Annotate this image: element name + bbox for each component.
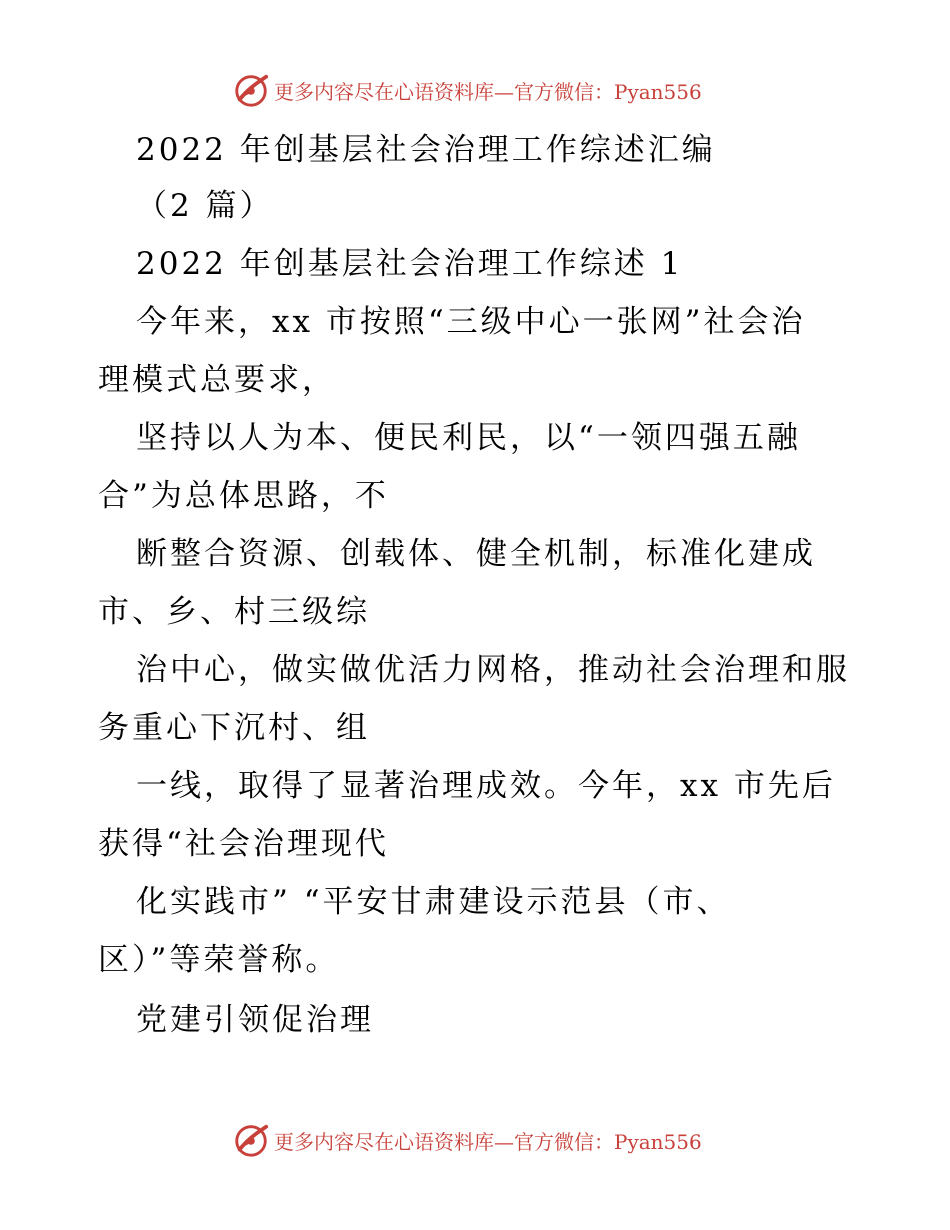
body-line: 化实践市” “平安甘肃建设示范县（市、 xyxy=(136,884,731,920)
banner-left-text: 更多内容尽在心语资料库 xyxy=(274,79,494,104)
footer-watermark xyxy=(232,1120,702,1160)
body-line: 合”为总体思路，不 xyxy=(98,478,389,514)
brand-logo-icon xyxy=(232,1121,270,1159)
banner-left-text: 更多内容尽在心语资料库 xyxy=(274,1129,494,1154)
subsection-heading: 党建引领促治理 xyxy=(136,1002,374,1038)
brand-logo-icon xyxy=(232,71,270,109)
body-line: 治中心，做实做优活力网格，推动社会治理和服 xyxy=(136,652,850,688)
body-line: 理模式总要求， xyxy=(98,362,336,398)
document-title: 2022 年创基层社会治理工作综述汇编 xyxy=(136,132,716,168)
body-line: 获得“社会治理现代 xyxy=(98,826,389,862)
body-line: 断整合资源、创载体、健全机制，标准化建成 xyxy=(136,536,816,572)
body-line: 坚持以人为本、便民利民，以“一领四强五融 xyxy=(136,420,801,456)
banner-separator: — xyxy=(494,79,514,104)
body-line: 一线，取得了显著治理成效。今年，xx 市先后 xyxy=(136,768,836,804)
body-line: 区）”等荣誉称。 xyxy=(98,942,340,978)
banner-separator: — xyxy=(494,1129,514,1154)
body-line: 今年来，xx 市按照“三级中心一张网”社会治 xyxy=(136,304,806,340)
section-heading: 2022 年创基层社会治理工作综述 1 xyxy=(136,246,684,282)
header-watermark xyxy=(232,70,702,110)
banner-right-text: 官方微信：Pyan556 xyxy=(514,79,702,104)
body-line: 务重心下沉村、组 xyxy=(98,710,370,746)
document-subtitle: （2 篇） xyxy=(136,188,274,224)
body-line: 市、乡、村三级综 xyxy=(98,594,370,630)
banner-right-text: 官方微信：Pyan556 xyxy=(514,1129,702,1154)
